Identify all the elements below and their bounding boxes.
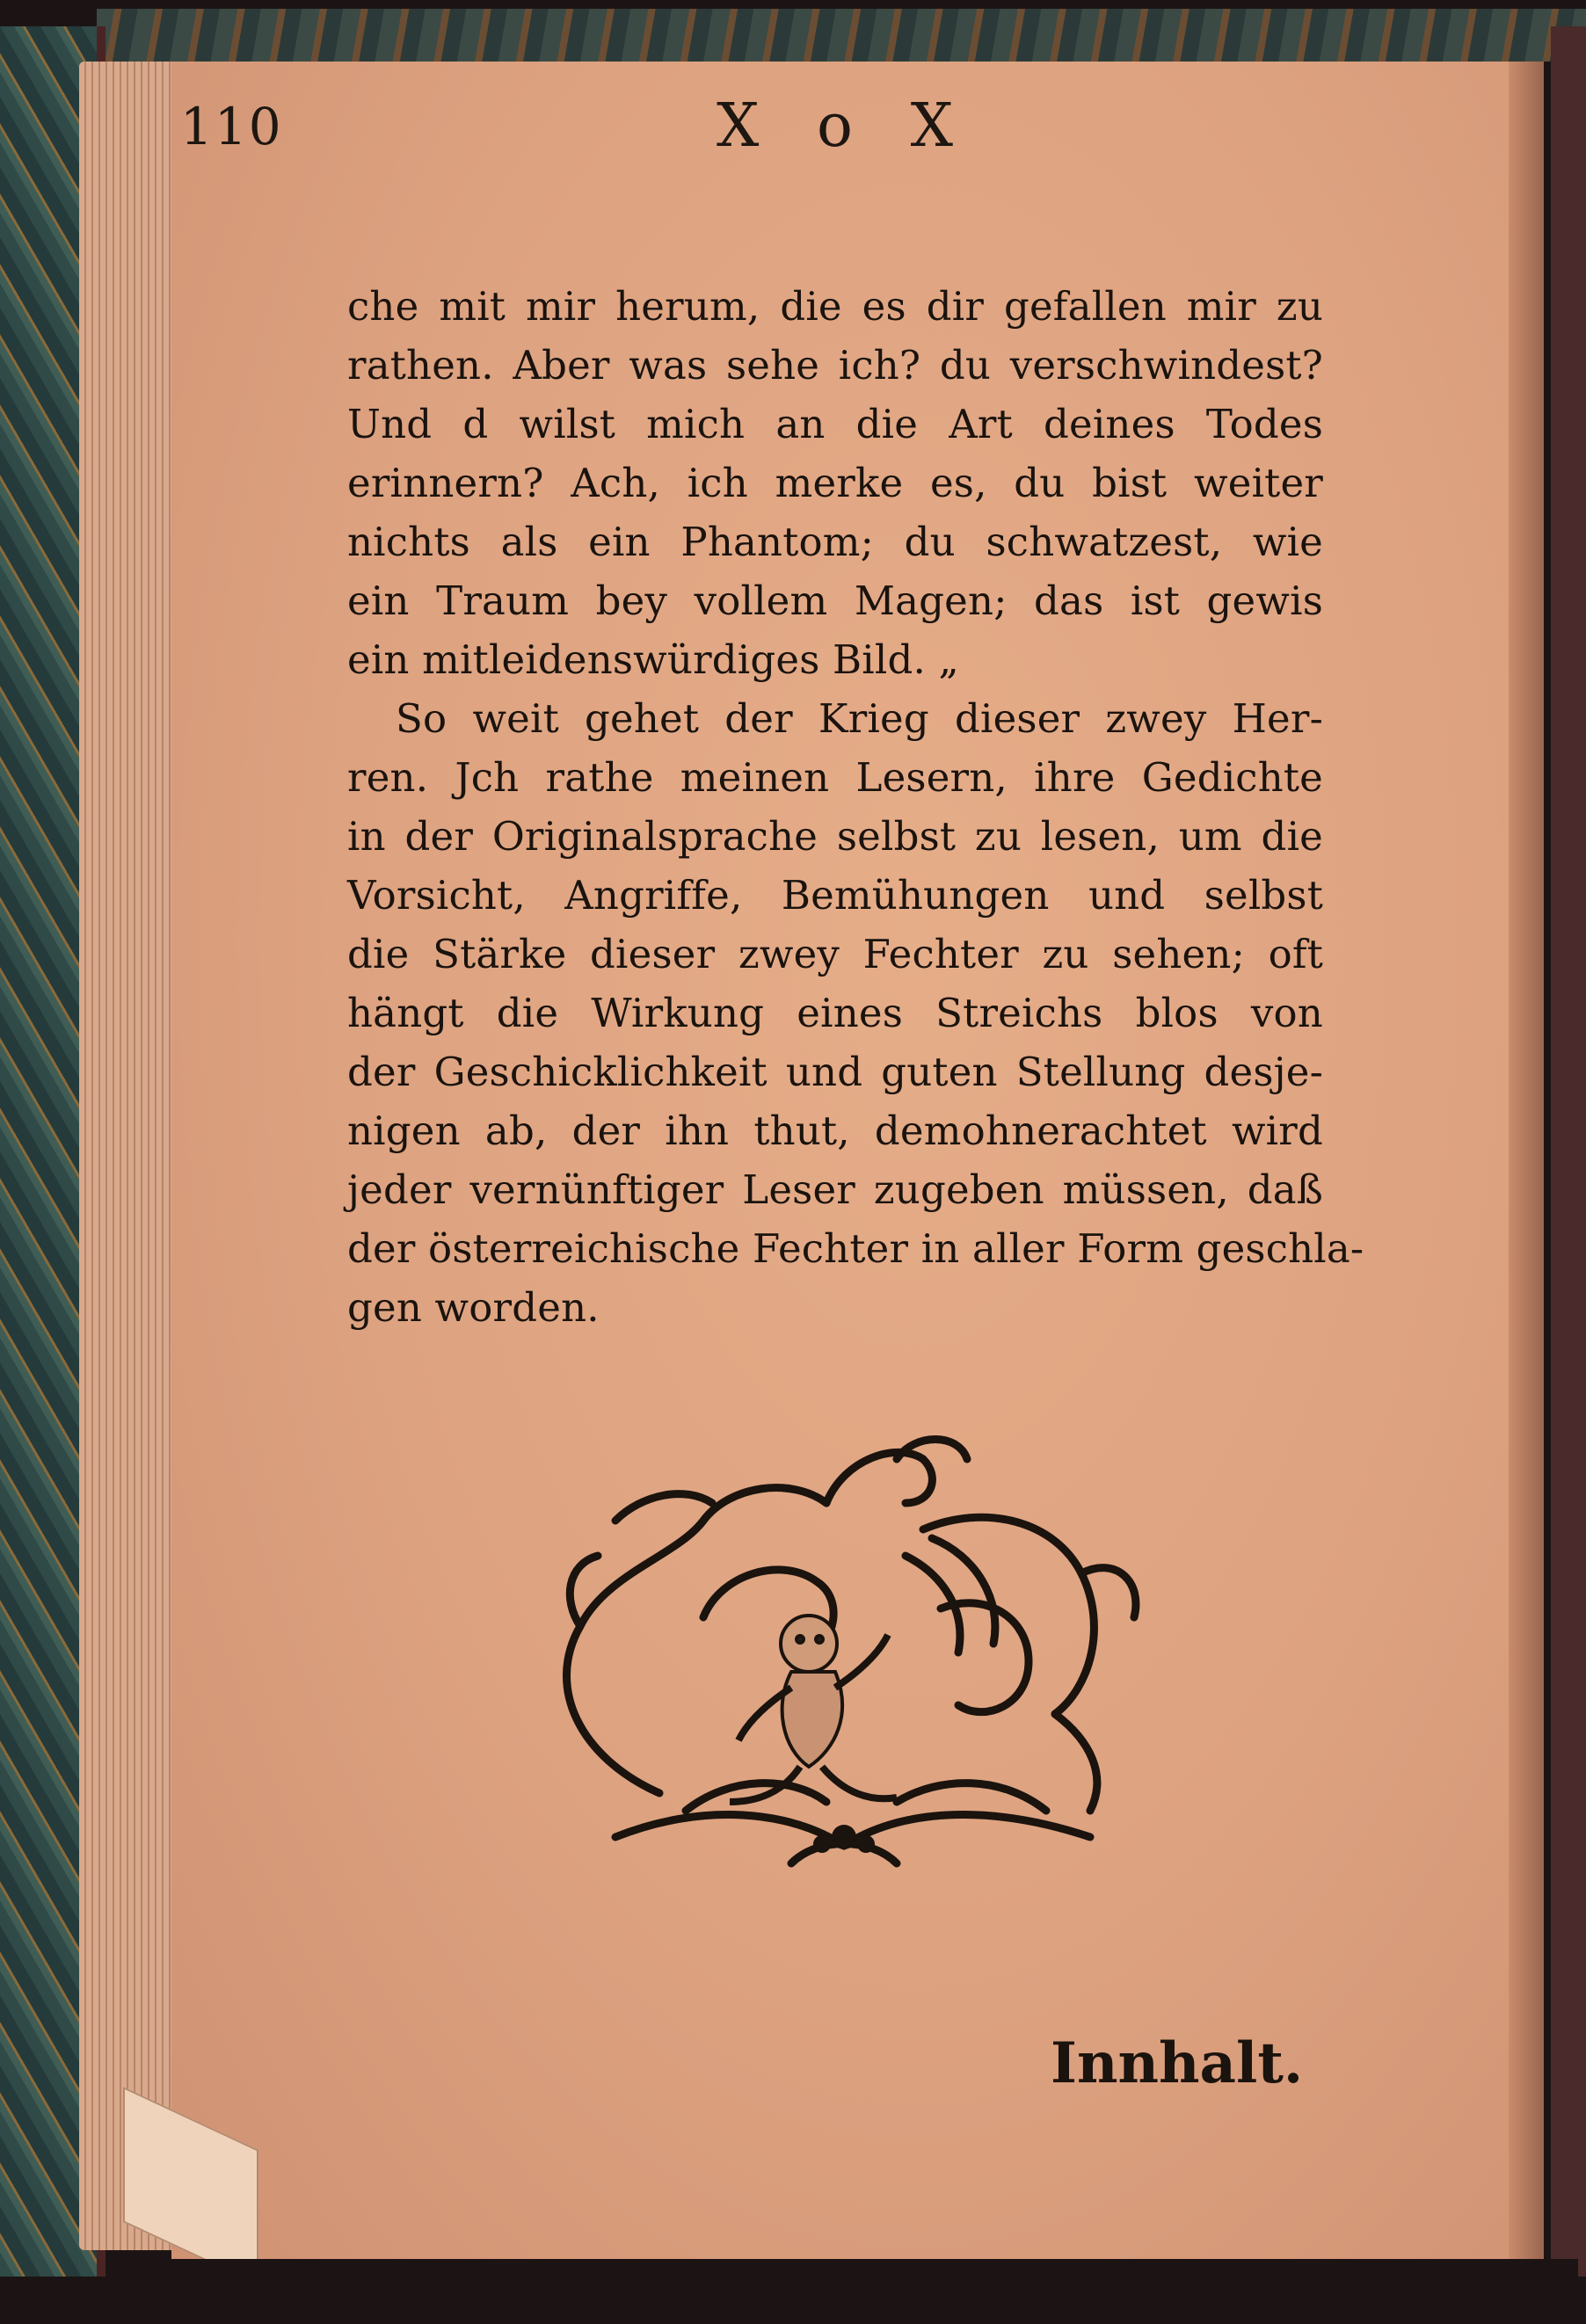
text-line: der österreichische Fechter in aller Form geschla-	[347, 1225, 1364, 1272]
page-edges	[79, 62, 176, 2250]
marbled-cover-top	[97, 9, 1586, 62]
body-text	[347, 277, 1364, 1337]
text-line: jeder vernünftiger Leser zugeben müssen, daß	[347, 1166, 1323, 1213]
cover-right-edge	[1551, 26, 1586, 2277]
bottom-shadow	[171, 2259, 1578, 2324]
text-line: erinnern? Ach, ich merke es, du bist weiter	[347, 460, 1323, 506]
page-number: 110	[180, 97, 283, 156]
text-line: hängt die Wirkung eines Streichs blos von	[347, 990, 1323, 1036]
text-line: rathen. Aber was sehe ich? du verschwindest?	[347, 342, 1323, 389]
text-line: Und d wilst mich an die Art deines Todes	[347, 401, 1323, 447]
cherub-vignette	[527, 1424, 1160, 1890]
catchword: Innhalt.	[1051, 2030, 1304, 2096]
text-line: nigen ab, der ihn thut, demohnerachtet wird	[347, 1108, 1323, 1154]
text-line: in der Originalsprache selbst zu lesen, um die	[347, 813, 1323, 860]
running-ornament: X o X	[717, 91, 972, 161]
text-line: che mit mir herum, die es dir gefallen mir zu	[347, 283, 1323, 330]
text-line: ren. Jch rathe meinen Lesern, ihre Gedichte	[347, 754, 1323, 801]
text-line: die Stärke dieser zwey Fechter zu sehen; oft	[347, 931, 1323, 977]
text-line: ein Traum bey vollem Magen; das ist gewis	[347, 577, 1323, 624]
text-line: So weit gehet der Krieg dieser zwey Her-	[396, 695, 1323, 742]
text-line: Vorsicht, Angriffe, Bemühungen und selbst	[347, 872, 1323, 919]
text-line: gen worden.	[347, 1284, 600, 1331]
running-head	[180, 91, 1323, 176]
page-gutter	[1509, 62, 1544, 2259]
text-line: ein mitleidenswürdiges Bild. „	[347, 636, 960, 683]
text-line: der Geschicklichkeit und guten Stellung desje-	[347, 1049, 1323, 1095]
text-line: nichts als ein Phantom; du schwatzest, wie	[347, 519, 1323, 565]
